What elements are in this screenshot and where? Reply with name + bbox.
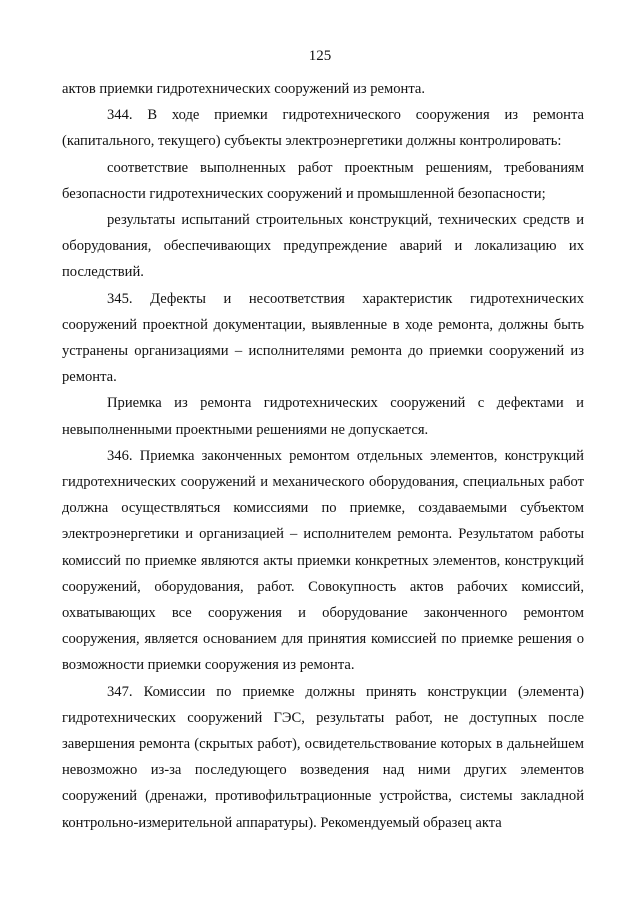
paragraph-347: 347. Комиссии по приемке должны принять конструкции (элемента) гидротехнических сооружений ГЭС, результаты работ, не доступных после завершения ремонта (скрытых работ), освидетельствование которых в дальнейшем невозможно из-за последующего возведения над ними других элементов сооружений (дренажи, противофильтрационные устройства, системы закладной контрольно-измерительной аппаратуры). Рекомендуемый образец акта <box>62 683 584 831</box>
page-number: 125 <box>308 48 332 64</box>
document-body <box>62 76 584 836</box>
paragraph-344: 344. В ходе приемки гидротехнического сооружения из ремонта (капитального, текущего) субъекты электроэнергетики должны контролировать: <box>62 107 584 150</box>
paragraph-345: 345. Дефекты и несоответствия характеристик гидротехнических сооружений проектной документации, выявленные в ходе ремонта, должны быть устранены организациями – исполнителями ремонта до приемки сооружений из ремонта. <box>62 290 584 386</box>
paragraph-344-item-1: соответствие выполненных работ проектным решениям, требованиям безопасности гидротехнических сооружений и промышленной безопасности; <box>62 159 584 202</box>
paragraph-344-item-2: результаты испытаний строительных конструкций, технических средств и оборудования, обеспечивающих предупреждение аварий и локализацию их последствий. <box>62 212 584 281</box>
paragraph-continuation: актов приемки гидротехнических сооружений из ремонта. <box>62 81 426 97</box>
paragraph-345-note: Приемка из ремонта гидротехнических сооружений с дефектами и невыполненными проектными решениями не допускается. <box>62 395 584 438</box>
paragraph-346: 346. Приемка законченных ремонтом отдельных элементов, конструкций гидротехнических сооружений и механического оборудования, специальных работ должна осуществляться комиссиями по приемке, создаваемыми субъектом электроэнергетики и организацией – исполнителем ремонта. Результатом работы комиссий по приемке являются акты приемки конкретных элементов, конструкций сооружений, оборудования, работ. Совокупность актов рабочих комиссий, охватывающих все сооружения и оборудование законченного ремонтом сооружения, является основанием для принятия комиссией по приемке решения о возможности приемки сооружения из ремонта. <box>62 447 584 674</box>
